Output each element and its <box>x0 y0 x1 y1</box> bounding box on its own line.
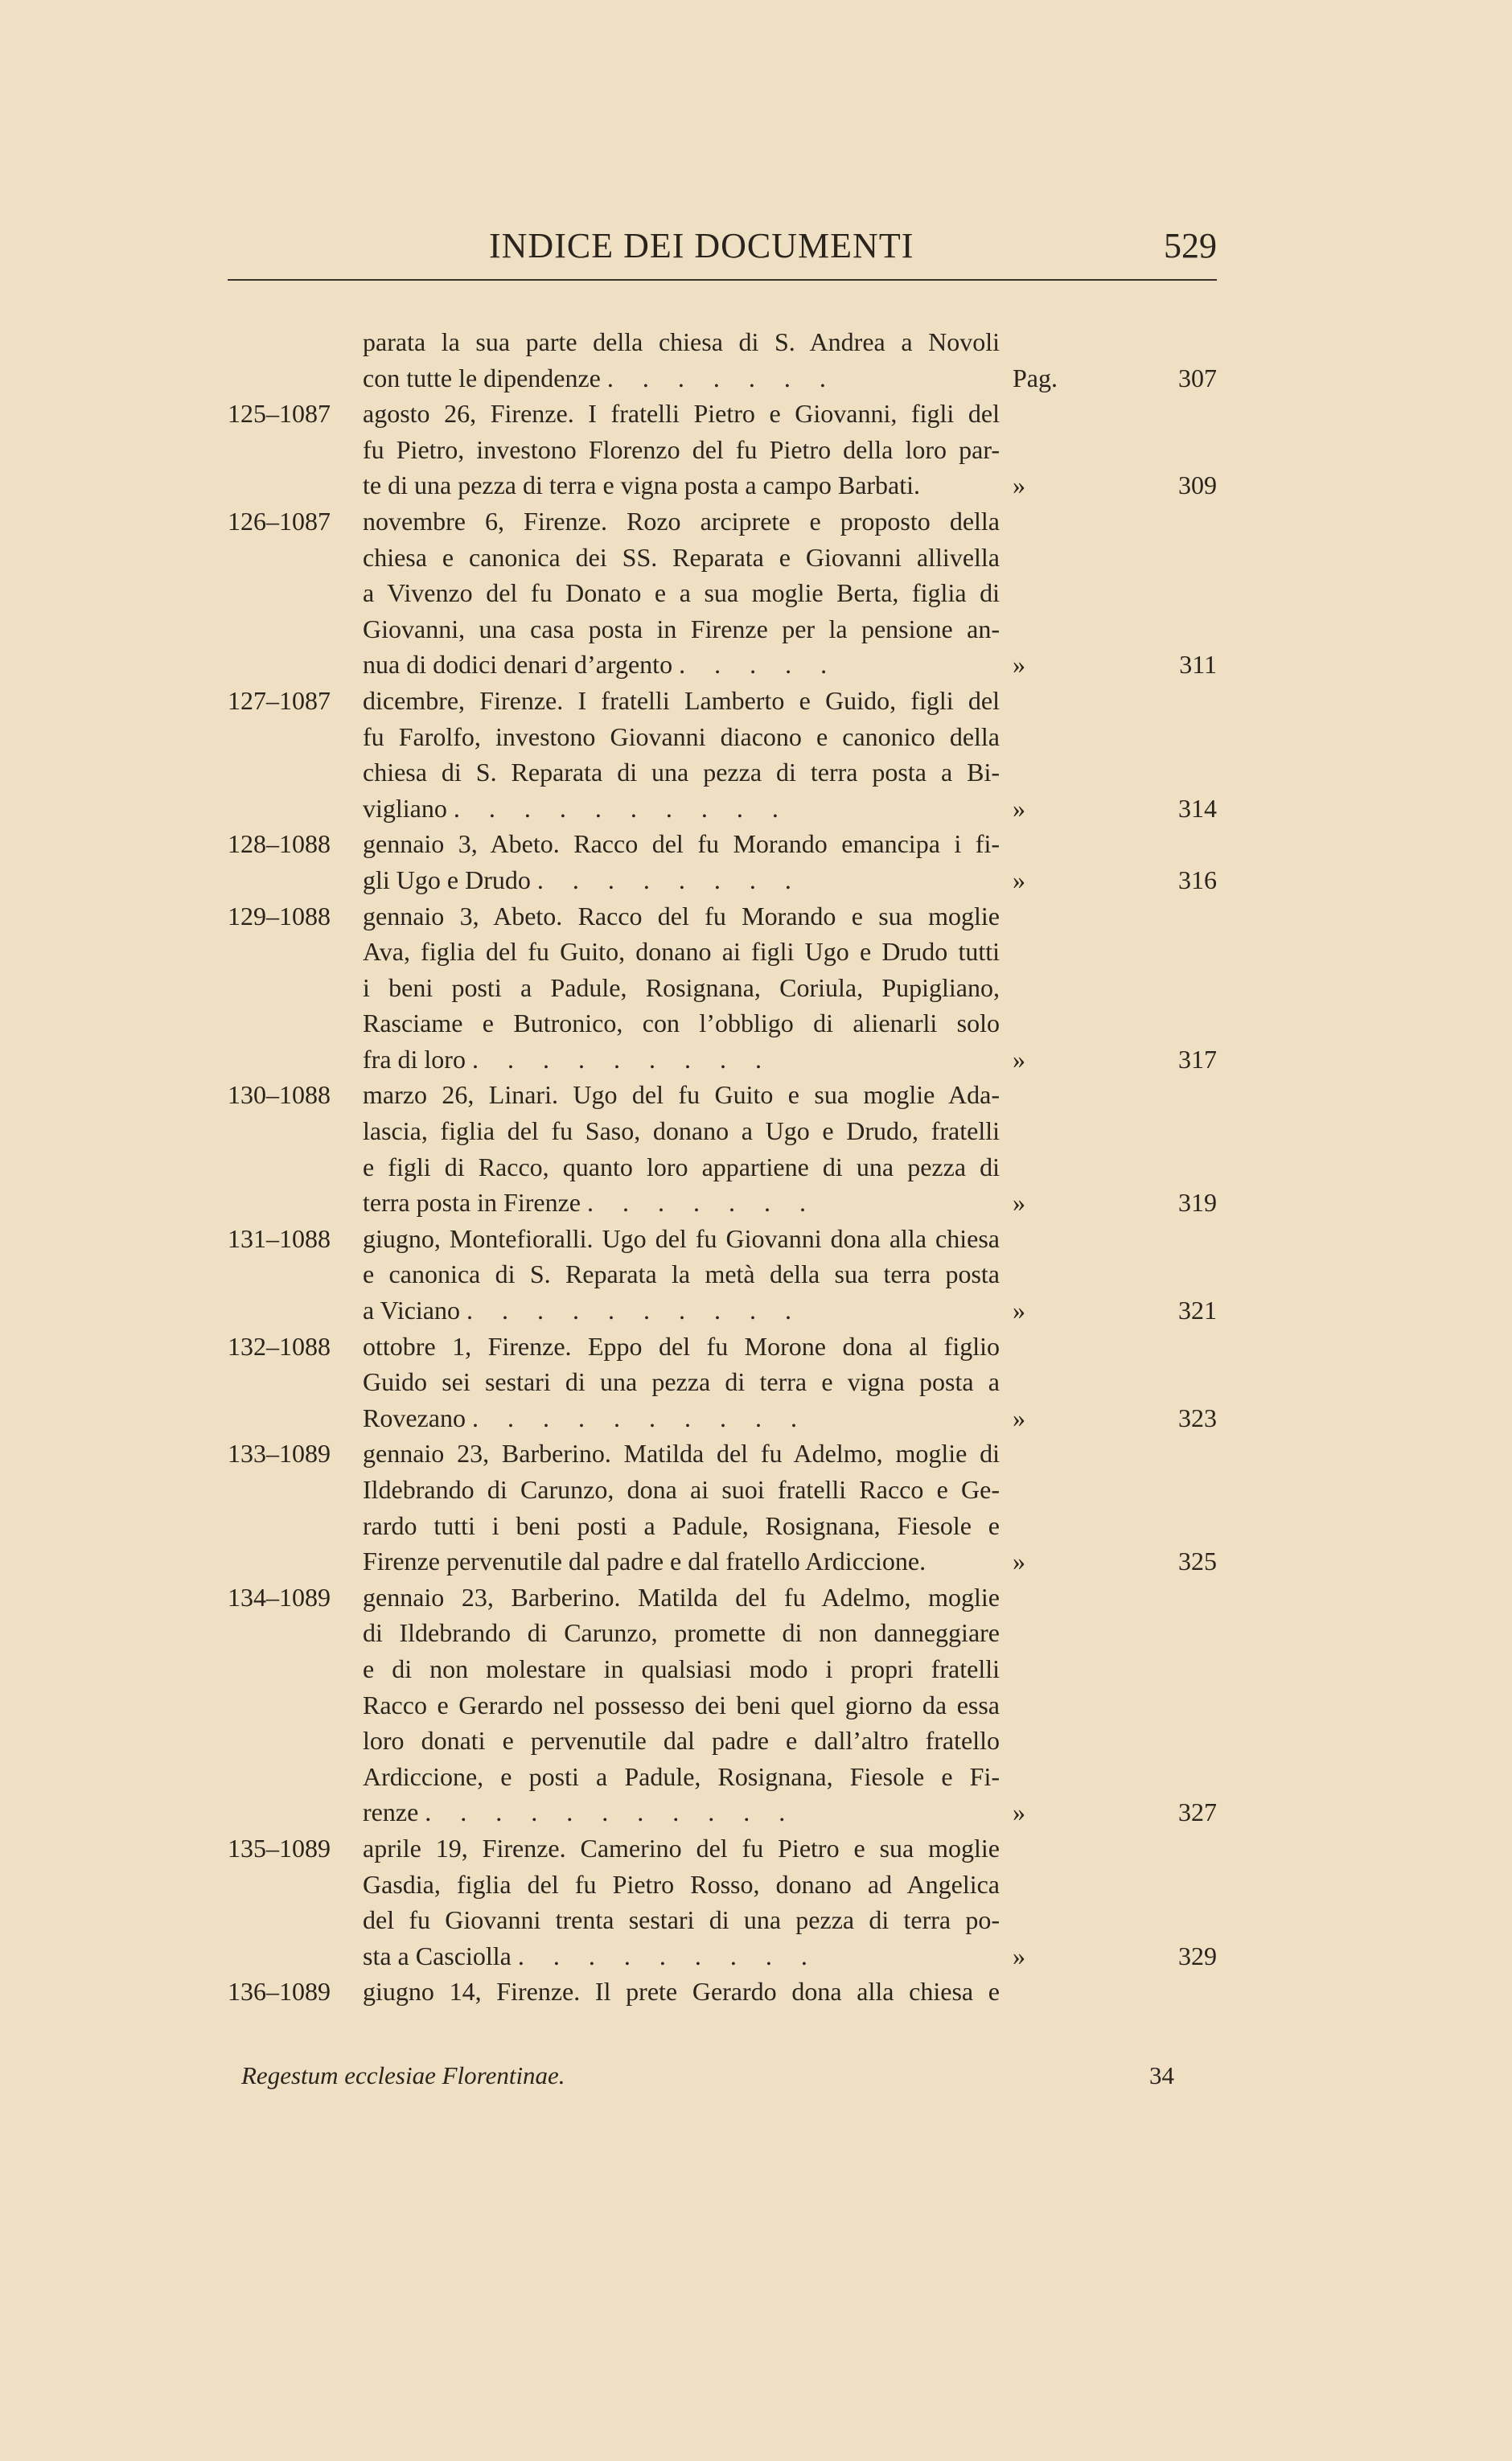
summary-line-text <box>363 1651 1000 1687</box>
summary-line-text <box>363 791 1000 827</box>
line-text: a Viciano <box>363 1296 460 1325</box>
summary-line <box>363 1902 1219 1938</box>
page-ref-number: 309 <box>1178 470 1217 500</box>
summary-line <box>363 1794 1219 1830</box>
line-text: marzo 26, Linari. Ugo del fu Guito e sua moglie Ada- <box>363 1080 1000 1110</box>
line-text: Giovanni, una casa posta in Firenze per la pensione an- <box>363 614 1000 643</box>
entry-number: 130–1088 <box>228 1080 331 1110</box>
line-text: Rasciame e Butronico, con l’obbligo di alienarli solo <box>363 1009 1000 1038</box>
summary-line-text <box>363 1687 1000 1724</box>
summary-line <box>363 1580 1219 1616</box>
summary-line-text <box>363 970 1000 1006</box>
index-entry <box>228 396 1217 503</box>
document-index-list <box>228 324 1217 2010</box>
summary-line <box>363 1077 1219 1113</box>
summary-line <box>363 503 1219 540</box>
entry-number: 135–1089 <box>228 1833 331 1863</box>
page-ref-marker: » <box>1013 470 1025 500</box>
line-text: fu Pietro, investono Florenzo del fu Pietro della loro par- <box>363 434 1000 464</box>
line-text: dicembre, Firenze. I fratelli Lamberto e Guido, figli del <box>363 685 1000 715</box>
summary-line <box>363 1329 1219 1365</box>
entry-number: 126–1087 <box>228 506 331 536</box>
dot-leader: . . . . . . . <box>606 363 837 392</box>
summary-line <box>363 1292 1219 1329</box>
line-text: gennaio 3, Abeto. Racco del fu Morando emancipa i fi- <box>363 829 1000 859</box>
line-text: Firenze pervenutile dal padre e dal fratello Ardiccione. <box>363 1547 927 1576</box>
summary-line-text <box>363 1149 1000 1185</box>
line-text: Gasdia, figlia del fu Pietro Rosso, donano ad Angelica <box>363 1869 1000 1899</box>
line-text: fu Farolfo, investono Giovanni diacono e canonico della <box>363 721 1000 751</box>
summary-line <box>363 1042 1219 1078</box>
summary-line-text <box>363 1472 1000 1508</box>
summary-line <box>363 1185 1219 1221</box>
page-ref-number: 325 <box>1178 1547 1217 1576</box>
line-text: giugno 14, Firenze. Il prete Gerardo dona alla chiesa e <box>363 1977 1000 2007</box>
summary-line-text <box>363 719 1000 755</box>
entry-number: 127–1087 <box>228 685 331 715</box>
page-ref-number: 314 <box>1178 793 1217 823</box>
line-text: Rovezano <box>363 1403 466 1432</box>
summary-line-text <box>363 1902 1000 1938</box>
line-text: aprile 19, Firenze. Camerino del fu Pietro e sua moglie <box>363 1833 1000 1863</box>
summary-line-text <box>363 540 1000 576</box>
footer-work-title: Regestum ecclesiae Florentinae. <box>241 2061 565 2089</box>
summary-line <box>363 575 1219 611</box>
page-ref-marker: Pag. <box>1013 363 1058 392</box>
summary-line <box>363 1364 1219 1400</box>
entry-number: 136–1089 <box>228 1977 331 2007</box>
summary-line-text <box>363 1185 1000 1221</box>
line-text: del fu Giovanni trenta sestari di una pezza di terra po- <box>363 1905 1000 1935</box>
summary-line <box>363 1867 1219 1903</box>
dot-leader: . . . . . . . . . . <box>453 793 790 823</box>
line-text: Ildebrando di Carunzo, dona ai suoi fratelli Racco e Ge- <box>363 1475 1000 1504</box>
line-text: rardo tutti i beni posti a Padule, Rosignana, Fiesole e <box>363 1510 1000 1540</box>
summary-line <box>363 1543 1219 1580</box>
summary-line-text <box>363 647 1000 683</box>
page-ref-marker: » <box>1013 1044 1025 1074</box>
line-text: Racco e Gerardo nel possesso dei beni quel giorno da essa <box>363 1690 1000 1719</box>
summary-line-text <box>363 1867 1000 1903</box>
index-entry <box>228 1830 1217 1974</box>
line-text: con tutte le dipendenze <box>363 363 601 392</box>
page-ref-marker: » <box>1013 1797 1025 1827</box>
summary-line-text <box>363 1005 1000 1042</box>
summary-line-text <box>363 1759 1000 1795</box>
line-text: chiesa di S. Reparata di una pezza di terra posta a Bi- <box>363 758 1000 787</box>
summary-line-text <box>363 1364 1000 1400</box>
index-entry <box>228 324 1217 396</box>
index-entry <box>228 898 1217 1078</box>
entry-summary <box>363 1221 1219 1329</box>
page-ref-number: 307 <box>1178 363 1217 392</box>
line-text: vigliano <box>363 793 447 823</box>
entry-summary <box>363 1329 1219 1436</box>
summary-line <box>363 1759 1219 1795</box>
index-entry <box>228 1077 1217 1220</box>
summary-line <box>363 611 1219 647</box>
summary-line-text <box>363 1221 1000 1257</box>
summary-line-text <box>363 324 1000 360</box>
index-entry <box>228 826 1217 898</box>
page-ref-number: 311 <box>1179 650 1217 680</box>
page-ref-number: 327 <box>1178 1797 1217 1827</box>
page-ref-number: 316 <box>1178 865 1217 894</box>
footer-signature: 34 <box>1149 2061 1174 2089</box>
summary-line-text <box>363 1436 1000 1472</box>
entry-summary <box>363 1077 1219 1220</box>
entry-summary <box>363 396 1219 503</box>
summary-line <box>363 467 1219 503</box>
line-text: ottobre 1, Firenze. Eppo del fu Morone dona al figlio <box>363 1331 1000 1361</box>
summary-line-text <box>363 396 1000 432</box>
summary-line <box>363 1149 1219 1185</box>
summary-line-text <box>363 1723 1000 1759</box>
index-entry <box>228 1580 1217 1830</box>
dot-leader: . . . . . . . . <box>536 865 803 894</box>
summary-line <box>363 1221 1219 1257</box>
summary-line-text <box>363 1113 1000 1149</box>
line-text: agosto 26, Firenze. I fratelli Pietro e Giovanni, figli del <box>363 399 1000 429</box>
page-ref-marker: » <box>1013 1547 1025 1576</box>
summary-line-text <box>363 575 1000 611</box>
summary-line-text <box>363 1974 1000 2010</box>
dot-leader: . . . . . . . . . <box>517 1941 819 1970</box>
summary-line-text <box>363 1077 1000 1113</box>
page-ref-number: 319 <box>1178 1188 1217 1218</box>
summary-line-text <box>363 1508 1000 1544</box>
summary-line <box>363 1830 1219 1867</box>
index-entry <box>228 1436 1217 1579</box>
summary-line <box>363 1615 1219 1651</box>
dot-leader: . . . . . . . <box>587 1188 817 1218</box>
page-footer <box>241 2061 1174 2102</box>
summary-line <box>363 1436 1219 1472</box>
summary-line <box>363 1687 1219 1724</box>
page-ref-number: 317 <box>1178 1044 1217 1074</box>
line-text: fra di loro <box>363 1044 466 1074</box>
summary-line-text <box>363 611 1000 647</box>
line-text: gennaio 23, Barberino. Matilda del fu Adelmo, moglie di <box>363 1439 1000 1469</box>
summary-line-text <box>363 1830 1000 1867</box>
summary-line-text <box>363 1329 1000 1365</box>
summary-line <box>363 647 1219 683</box>
line-text: di Ildebrando di Carunzo, promette di non danneggiare <box>363 1618 1000 1648</box>
summary-line <box>363 432 1219 468</box>
summary-line-text <box>363 826 1000 862</box>
entry-summary <box>363 1436 1219 1579</box>
entry-number: 128–1088 <box>228 829 331 859</box>
summary-line-text <box>363 1400 1000 1436</box>
entry-number: 129–1088 <box>228 901 331 931</box>
line-text: Ardiccione, e posti a Padule, Rosignana, Fiesole e Fi- <box>363 1761 1000 1791</box>
summary-line-text <box>363 1543 1000 1580</box>
line-text: renze <box>363 1797 419 1827</box>
entry-summary <box>363 826 1219 898</box>
page-ref-number: 323 <box>1178 1403 1217 1432</box>
line-text: sta a Casciolla <box>363 1941 512 1970</box>
index-entry <box>228 683 1217 826</box>
line-text: terra posta in Firenze <box>363 1188 581 1218</box>
line-text: lascia, figlia del fu Saso, donano a Ugo e Drudo, fratelli <box>363 1116 1000 1146</box>
line-text: Ava, figlia del fu Guito, donano ai figli Ugo e Drudo tutti <box>363 937 1000 967</box>
summary-line <box>363 754 1219 791</box>
summary-line <box>363 1113 1219 1149</box>
line-text: i beni posti a Padule, Rosignana, Coriula, Pupigliano, <box>363 972 1000 1002</box>
summary-line-text <box>363 1256 1000 1292</box>
entry-number: 125–1087 <box>228 399 331 429</box>
summary-line-text <box>363 503 1000 540</box>
line-text: parata la sua parte della chiesa di S. Andrea a Novoli <box>363 327 1000 356</box>
summary-line <box>363 540 1219 576</box>
summary-line <box>363 826 1219 862</box>
summary-line <box>363 1938 1219 1974</box>
summary-line <box>363 1651 1219 1687</box>
line-text: chiesa e canonica dei SS. Reparata e Giovanni allivella <box>363 542 1000 572</box>
page-ref-number: 329 <box>1178 1941 1217 1970</box>
entry-summary <box>363 324 1219 396</box>
page-ref-marker: » <box>1013 1296 1025 1325</box>
summary-line-text <box>363 754 1000 791</box>
page-ref-marker: » <box>1013 865 1025 894</box>
line-text: e di non molestare in qualsiasi modo i propri fratelli <box>363 1654 1000 1683</box>
page-ref-number: 321 <box>1178 1296 1217 1325</box>
entry-number: 133–1089 <box>228 1439 331 1469</box>
summary-line-text <box>363 360 1000 396</box>
summary-line-text <box>363 1615 1000 1651</box>
index-entry <box>228 1329 1217 1436</box>
line-text: giugno, Montefioralli. Ugo del fu Giovanni dona alla chiesa <box>363 1223 1000 1253</box>
summary-line-text <box>363 898 1000 935</box>
dot-leader: . . . . . <box>679 650 839 680</box>
entry-summary <box>363 683 1219 826</box>
line-text: e figli di Racco, quanto loro appartiene di una pezza di <box>363 1152 1000 1181</box>
summary-line <box>363 1974 1219 2010</box>
line-text: Guido sei sestari di una pezza di terra e vigna posta a <box>363 1367 1000 1397</box>
entry-summary <box>363 898 1219 1078</box>
summary-line <box>363 970 1219 1006</box>
line-text: nua di dodici denari d’argento <box>363 650 673 680</box>
page-ref-marker: » <box>1013 1188 1025 1218</box>
dot-leader: . . . . . . . . . . <box>466 1296 803 1325</box>
summary-line-text <box>363 934 1000 970</box>
line-text: loro donati e pervenutile dal padre e dall’altro fratello <box>363 1726 1000 1756</box>
summary-line-text <box>363 432 1000 468</box>
summary-line <box>363 862 1219 898</box>
entry-number: 134–1089 <box>228 1582 331 1612</box>
running-header <box>228 217 1217 273</box>
summary-line <box>363 1472 1219 1508</box>
entry-summary <box>363 1580 1219 1830</box>
summary-line <box>363 396 1219 432</box>
summary-line-text <box>363 1042 1000 1078</box>
line-text: e canonica di S. Reparata la metà della sua terra posta <box>363 1259 1000 1289</box>
summary-line <box>363 1256 1219 1292</box>
summary-line-text <box>363 1794 1000 1830</box>
dot-leader: . . . . . . . . . . . <box>425 1797 797 1827</box>
summary-line <box>363 1005 1219 1042</box>
entry-number: 131–1088 <box>228 1223 331 1253</box>
page-number: 529 <box>1164 226 1217 265</box>
summary-line <box>363 1400 1219 1436</box>
summary-line <box>363 719 1219 755</box>
summary-line <box>363 791 1219 827</box>
index-entry <box>228 1974 1217 2010</box>
header-rule <box>228 279 1217 281</box>
page-ref-marker: » <box>1013 650 1025 680</box>
summary-line-text <box>363 1938 1000 1974</box>
summary-line <box>363 934 1219 970</box>
line-text: a Vivenzo del fu Donato e a sua moglie Berta, figlia di <box>363 578 1000 608</box>
entry-summary <box>363 1830 1219 1974</box>
summary-line <box>363 1723 1219 1759</box>
summary-line-text <box>363 1580 1000 1616</box>
summary-line-text <box>363 1292 1000 1329</box>
page-ref-marker: » <box>1013 1403 1025 1432</box>
entry-summary <box>363 1974 1219 2010</box>
summary-line <box>363 898 1219 935</box>
page-ref-marker: » <box>1013 793 1025 823</box>
line-text: novembre 6, Firenze. Rozo arciprete e proposto della <box>363 506 1000 536</box>
index-entry <box>228 1221 1217 1329</box>
line-text: gennaio 23, Barberino. Matilda del fu Adelmo, moglie <box>363 1582 1000 1612</box>
index-entry <box>228 503 1217 683</box>
page-ref-marker: » <box>1013 1941 1025 1970</box>
summary-line <box>363 324 1219 360</box>
line-text: te di una pezza di terra e vigna posta a campo Barbati. <box>363 470 921 500</box>
summary-line-text <box>363 467 1000 503</box>
summary-line <box>363 360 1219 396</box>
entry-summary <box>363 503 1219 683</box>
dot-leader: . . . . . . . . . <box>471 1044 773 1074</box>
running-title: INDICE DEI DOCUMENTI <box>489 226 914 265</box>
line-text: gennaio 3, Abeto. Racco del fu Morando e sua moglie <box>363 901 1000 931</box>
dot-leader: . . . . . . . . . . <box>471 1403 808 1432</box>
summary-line <box>363 683 1219 719</box>
entry-number: 132–1088 <box>228 1331 331 1361</box>
summary-line-text <box>363 683 1000 719</box>
summary-line-text <box>363 862 1000 898</box>
summary-line <box>363 1508 1219 1544</box>
line-text: gli Ugo e Drudo <box>363 865 531 894</box>
